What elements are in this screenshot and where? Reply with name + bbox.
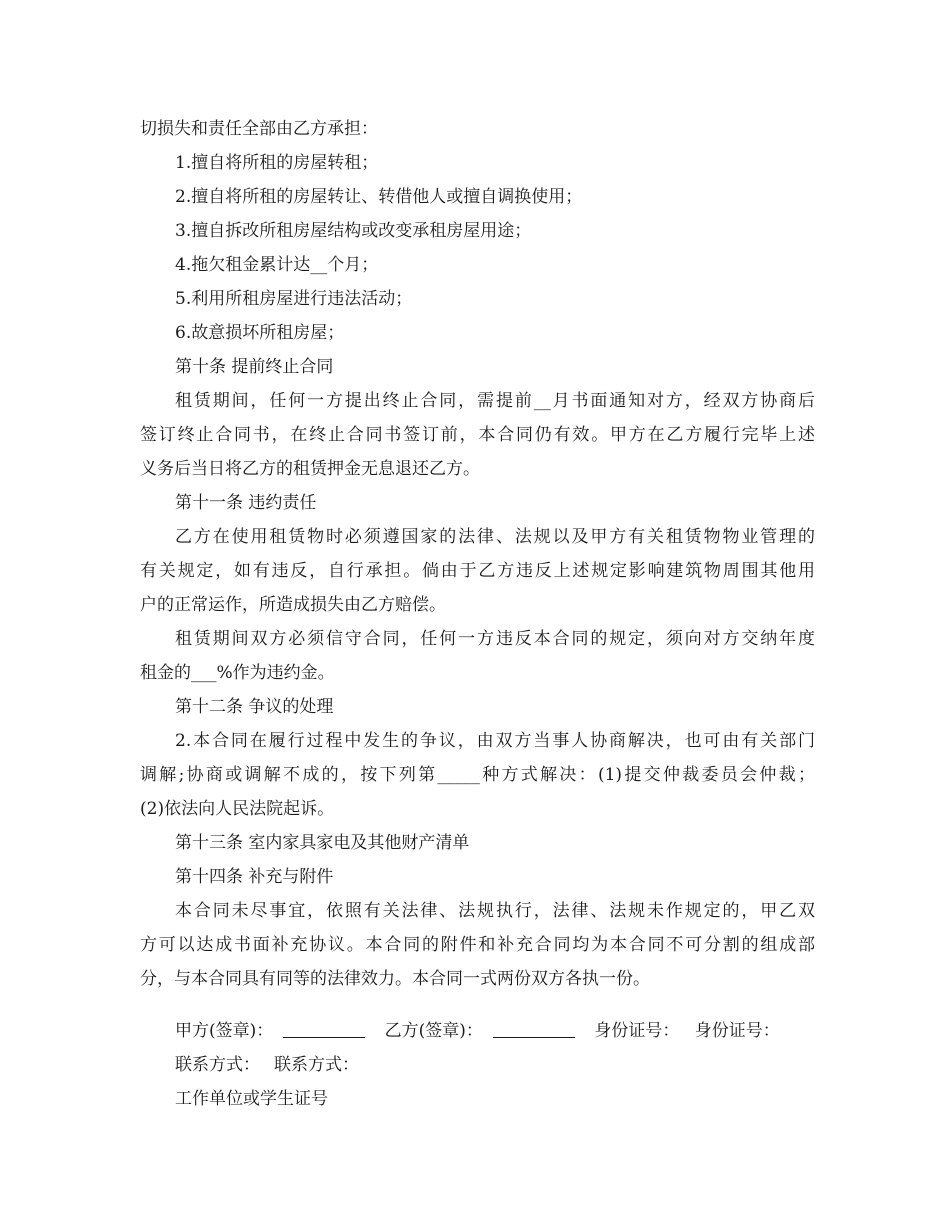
text-line: 乙方在使用租赁物时必须遵国家的法律、法规以及甲方有关租赁物物业管理的 — [175, 527, 815, 547]
text-line: 义务后当日将乙方的租赁押金无息退还乙方。 — [140, 459, 480, 479]
text-line: (2)依法向人民法院起诉。 — [140, 799, 335, 819]
party-a-signature-blank — [283, 1015, 365, 1038]
text-line: 方可以达成书面补充协议。本合同的附件和补充合同均为本合同不可分割的组成部 — [140, 935, 815, 955]
id-label-b: 身份证号： — [694, 1021, 780, 1041]
list-item: 5.利用所租房屋进行违法活动； — [175, 289, 413, 309]
contact-label-a: 联系方式： — [175, 1055, 260, 1075]
text-line: 分，与本合同具有同等的法律效力。本合同一式两份双方各执一份。 — [140, 969, 650, 989]
section-heading: 第十条 提前终止合同 — [175, 357, 334, 377]
id-label-a: 身份证号： — [594, 1021, 680, 1041]
section-heading: 第十四条 补充与附件 — [175, 867, 334, 887]
signature-row — [175, 1014, 815, 1048]
text-line: 切损失和责任全部由乙方承担： — [140, 119, 378, 139]
party-b-signature-blank — [493, 1015, 575, 1038]
text-line: 调解;协商或调解不成的，按下列第_____种方式解决：(1)提交仲裁委员会仲裁； — [140, 765, 815, 785]
list-item: 6.故意损坏所租房屋； — [175, 323, 345, 343]
text-line: 签订终止合同书，在终止合同书签订前，本合同仍有效。甲方在乙方履行完毕上述 — [140, 425, 815, 445]
text-line: 租赁期间双方必须信守合同，任何一方违反本合同的规定，须向对方交纳年度 — [175, 629, 815, 649]
list-item: 2.擅自将所租的房屋转让、转借他人或擅自调换使用； — [175, 187, 583, 207]
section-heading: 第十二条 争议的处理 — [175, 697, 334, 717]
text-line: 户的正常运作，所造成损失由乙方赔偿。 — [140, 595, 446, 615]
contact-row — [175, 1048, 815, 1082]
work-unit-label: 工作单位或学生证号 — [175, 1089, 328, 1109]
text-line: 租金的___%作为违约金。 — [140, 663, 335, 683]
list-item: 4.拖欠租金累计达__个月； — [175, 255, 379, 275]
text-line: 本合同未尽事宜，依照有关法律、法规执行，法律、法规未作规定的，甲乙双 — [175, 901, 815, 921]
section-heading: 第十一条 违约责任 — [175, 493, 317, 513]
section-heading: 第十三条 室内家具家电及其他财产清单 — [175, 833, 470, 853]
text-line: 2.本合同在履行过程中发生的争议，由双方当事人协商解决，也可由有关部门 — [175, 731, 815, 751]
party-b-label: 乙方(签章)： — [384, 1021, 483, 1041]
contact-label-b: 联系方式： — [274, 1055, 359, 1075]
text-line: 租赁期间，任何一方提出终止合同，需提前__月书面通知对方，经双方协商后 — [175, 391, 815, 411]
party-a-label: 甲方(签章)： — [175, 1021, 274, 1041]
text-line: 有关规定，如有违反，自行承担。倘由于乙方违反上述规定影响建筑物周围其他用 — [140, 561, 815, 581]
list-item: 1.擅自将所租的房屋转租； — [175, 153, 379, 173]
list-item: 3.擅自拆改所租房屋结构或改变承租房屋用途； — [175, 221, 532, 241]
